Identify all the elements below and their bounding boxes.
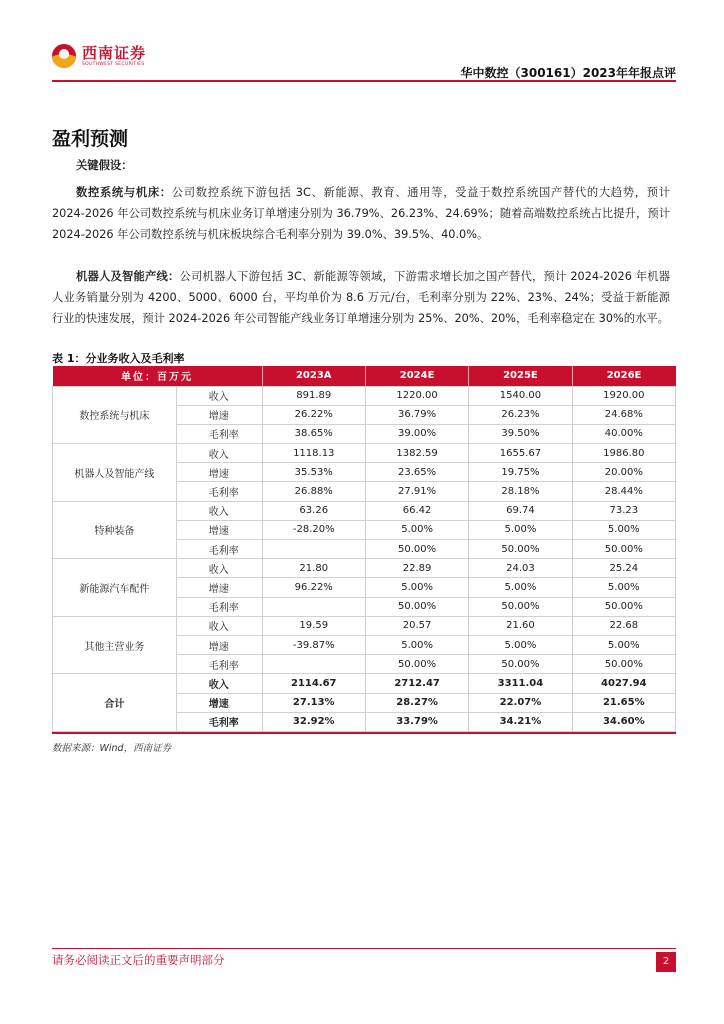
page-number: 2 [656,952,676,972]
value-cell: 26.88% [262,482,365,501]
value-cell: 1220.00 [365,386,468,405]
value-cell: 20.57 [365,616,468,635]
value-cell: 5.00% [469,520,572,539]
value-cell: 21.80 [262,559,365,578]
year-header: 2025E [469,366,572,386]
value-cell: 1540.00 [469,386,572,405]
value-cell: 4027.94 [572,674,675,693]
table-row [53,616,676,635]
paragraph-lead: 数控系统与机床： [76,186,172,199]
metric-label: 毛利率 [176,597,262,616]
disclaimer-note: 请务必阅读正文后的重要声明部分 [52,953,225,967]
value-cell: 2114.67 [262,674,365,693]
value-cell: 5.00% [572,520,675,539]
value-cell: 40.00% [572,424,675,443]
brand-logo [52,44,146,68]
metric-label: 增速 [176,405,262,424]
section-title: 盈利预测 [52,128,129,150]
value-cell: 1118.13 [262,444,365,463]
value-cell: 50.00% [572,540,675,559]
value-cell: 66.42 [365,501,468,520]
metric-label: 增速 [176,463,262,482]
value-cell: 20.00% [572,463,675,482]
value-cell: 50.00% [365,540,468,559]
table-row [53,386,676,405]
value-cell: 38.65% [262,424,365,443]
value-cell: 19.59 [262,616,365,635]
metric-label: 毛利率 [176,540,262,559]
value-cell: 5.00% [365,578,468,597]
unit-header: 单位：百万元 [53,366,263,386]
value-cell: 28.44% [572,482,675,501]
table-row [53,444,676,463]
segment-name: 新能源汽车配件 [53,559,177,617]
value-cell: 50.00% [469,597,572,616]
value-cell: 28.18% [469,482,572,501]
report-title: 华中数控（300161）2023年年报点评 [460,66,676,80]
value-cell: 50.00% [365,597,468,616]
value-cell: 3311.04 [469,674,572,693]
footer-divider [52,948,676,949]
value-cell: 5.00% [572,578,675,597]
segment-name: 机器人及智能产线 [53,444,177,502]
segment-name: 特种装备 [53,501,177,559]
value-cell: 22.07% [469,693,572,712]
value-cell: 39.50% [469,424,572,443]
metric-label: 收入 [176,674,262,693]
paragraph-text: 公司数控系统下游包括 3C、新能源、教育、通用等，受益于数控系统国产替代的大趋势，预计 2024-2026 年公司数控系统与机床业务订单增速分别为 36.79%、26.23%、24.69%；随着高端数控系统占比提升，预计 2024-2026 年公司数控系统与机床板块综合毛利率分别为 39.0%、39.5%、40.0%。 [52,186,670,241]
value-cell: 1920.00 [572,386,675,405]
metric-label: 增速 [176,520,262,539]
segment-name: 其他主营业务 [53,616,177,674]
metric-label: 增速 [176,578,262,597]
value-cell: 36.79% [365,405,468,424]
value-cell: 63.26 [262,501,365,520]
value-cell: 22.89 [365,559,468,578]
value-cell: 39.00% [365,424,468,443]
value-cell: 33.79% [365,712,468,731]
value-cell: 50.00% [572,597,675,616]
value-cell: 2712.47 [365,674,468,693]
value-cell: 32.92% [262,712,365,731]
value-cell: 24.03 [469,559,572,578]
value-cell: 34.60% [572,712,675,731]
table-row [53,674,676,693]
metric-label: 收入 [176,386,262,405]
value-cell: 73.23 [572,501,675,520]
metric-label: 增速 [176,635,262,654]
value-cell: 5.00% [469,635,572,654]
year-header: 2026E [572,366,675,386]
metric-label: 收入 [176,616,262,635]
value-cell [262,597,365,616]
value-cell: 21.60 [469,616,572,635]
value-cell: 26.22% [262,405,365,424]
value-cell: 21.65% [572,693,675,712]
year-header: 2024E [365,366,468,386]
value-cell: 1382.59 [365,444,468,463]
value-cell: 50.00% [469,655,572,674]
value-cell: 25.24 [572,559,675,578]
value-cell: 50.00% [469,540,572,559]
logo-name: 西南证券 [82,44,147,62]
table-caption: 表 1：分业务收入及毛利率 [52,352,185,365]
value-cell: 69.74 [469,501,572,520]
page-header [52,40,676,82]
value-cell: -39.87% [262,635,365,654]
value-cell: 891.89 [262,386,365,405]
value-cell: 50.00% [572,655,675,674]
segment-name: 数控系统与机床 [53,386,177,444]
paragraph-robotics [52,266,670,329]
metric-label: 毛利率 [176,712,262,731]
metric-label: 毛利率 [176,655,262,674]
value-cell: 96.22% [262,578,365,597]
logo-name-en: SOUTHWEST SECURITIES [82,62,145,67]
value-cell: 5.00% [469,578,572,597]
paragraph-cnc [52,182,670,245]
metric-label: 毛利率 [176,482,262,501]
value-cell: 24.68% [572,405,675,424]
year-header: 2023A [262,366,365,386]
value-cell: 35.53% [262,463,365,482]
value-cell: 22.68 [572,616,675,635]
paragraph-lead: 机器人及智能产线： [76,270,180,283]
value-cell [262,540,365,559]
value-cell: 5.00% [572,635,675,654]
header-divider [52,80,676,82]
logo-emblem-icon [52,44,76,68]
table-bottom-rule [52,732,676,734]
segment-name: 合计 [53,674,177,732]
value-cell: 27.13% [262,693,365,712]
value-cell: 5.00% [365,520,468,539]
value-cell: 5.00% [365,635,468,654]
value-cell: 23.65% [365,463,468,482]
metric-label: 收入 [176,559,262,578]
value-cell [262,655,365,674]
value-cell: 1655.67 [469,444,572,463]
revenue-margin-table [52,366,676,732]
value-cell: 27.91% [365,482,468,501]
key-assumptions-label: 关键假设： [76,159,133,172]
table-header-row [53,366,676,386]
data-source: 数据来源：Wind，西南证券 [52,743,172,754]
metric-label: 增速 [176,693,262,712]
value-cell: 26.23% [469,405,572,424]
paragraph-text: 公司机器人下游包括 3C、新能源等领域，下游需求增长加之国产替代，预计 2024-2026 年机器人业务销量分别为 4200、5000、6000 台，平均单价为 8.6 万元/台，毛利率分别为 22%、23%、24%；受益于新能源行业的快速发展，预计 2024-2026 年公司智能产线业务订单增速分别为 25%、20%、20%，毛利率稳定在 30%的水平。 [52,270,670,325]
value-cell: 50.00% [365,655,468,674]
value-cell: 1986.80 [572,444,675,463]
value-cell: 28.27% [365,693,468,712]
value-cell: 34.21% [469,712,572,731]
metric-label: 收入 [176,444,262,463]
metric-label: 毛利率 [176,424,262,443]
table-row [53,559,676,578]
value-cell: 19.75% [469,463,572,482]
metric-label: 收入 [176,501,262,520]
table-row [53,501,676,520]
value-cell: -28.20% [262,520,365,539]
